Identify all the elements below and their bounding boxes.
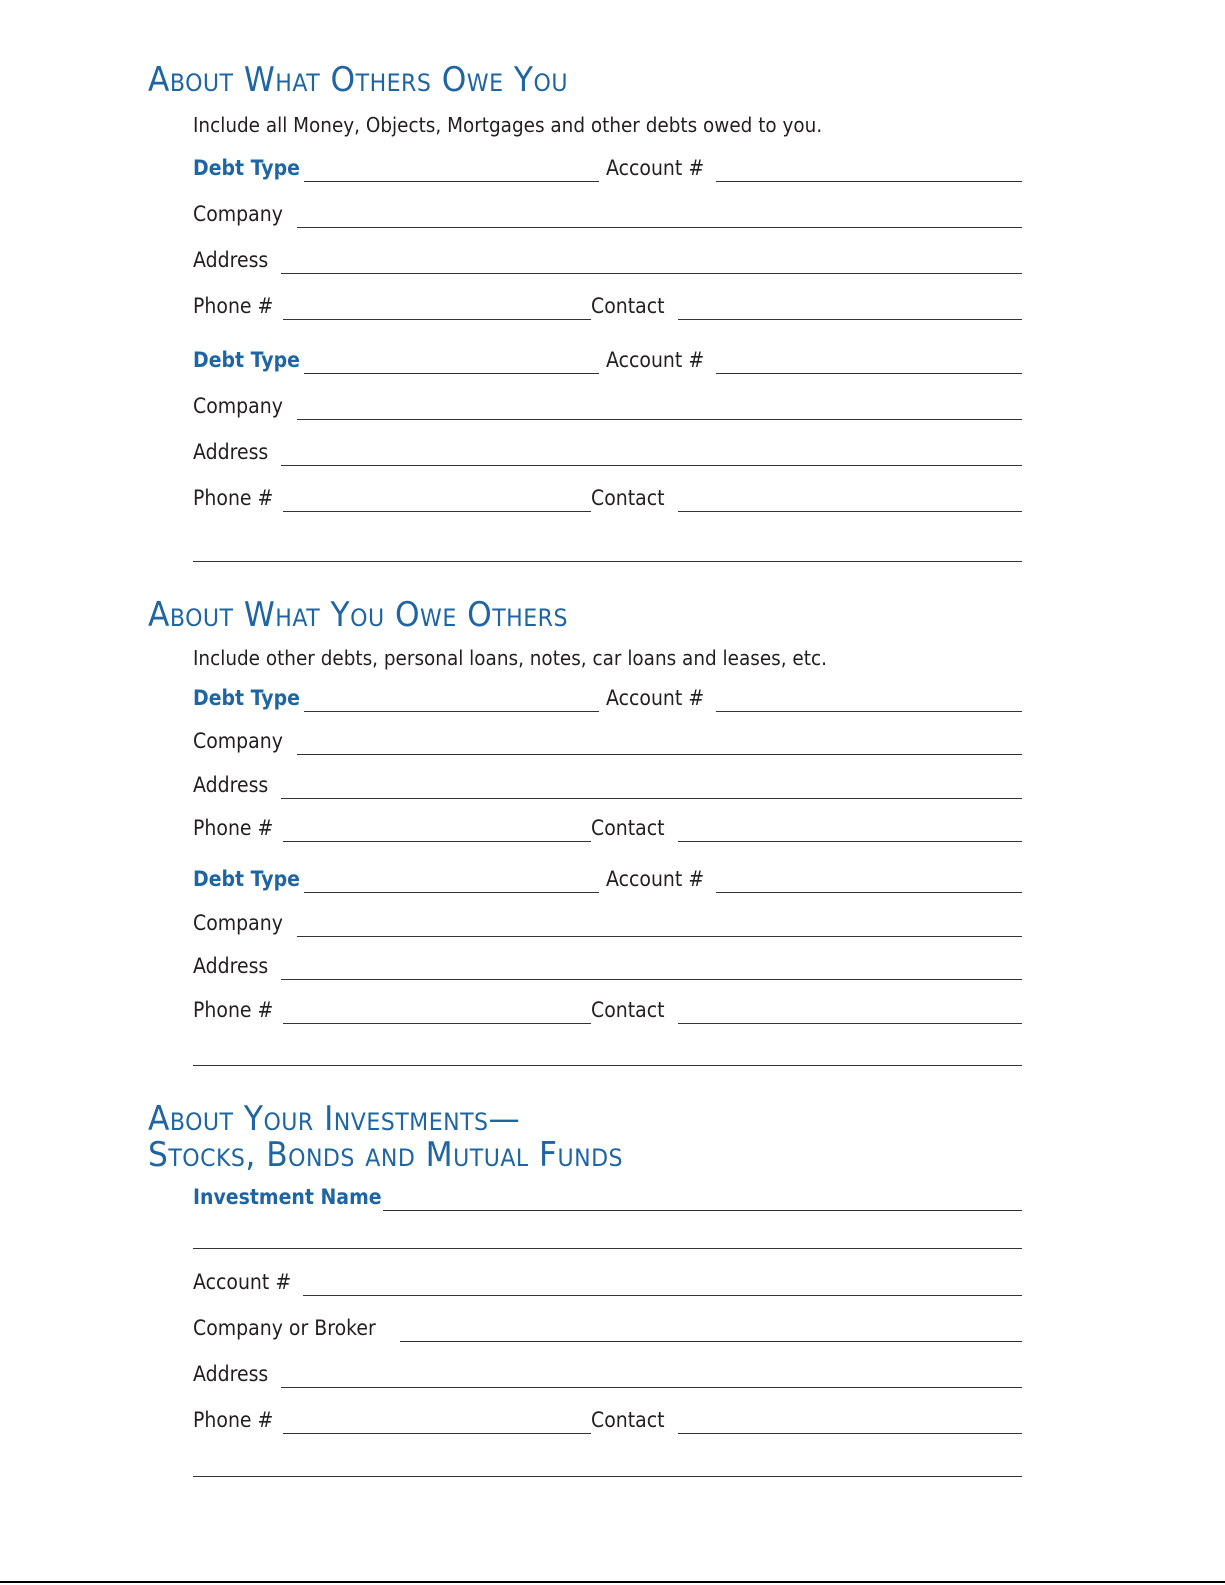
company-label: Company [193, 911, 283, 935]
account-label: Account # [606, 686, 705, 710]
company-row [193, 394, 1022, 422]
debt-type-label: Debt Type [193, 867, 300, 891]
address-field[interactable] [281, 1387, 1022, 1388]
account-field[interactable] [716, 181, 1022, 182]
extra-line-field[interactable] [193, 1065, 1022, 1066]
debt-type-row [193, 686, 1022, 714]
account-label: Account # [606, 156, 705, 180]
contact-field[interactable] [678, 841, 1022, 842]
address-field[interactable] [281, 798, 1022, 799]
section-title-others-owe-you: About What Others Owe You [148, 60, 568, 100]
debt-type-label: Debt Type [193, 156, 300, 180]
contact-field[interactable] [678, 511, 1022, 512]
company-row [193, 729, 1022, 757]
account-label: Account # [193, 1270, 292, 1294]
debt-type-row [193, 156, 1022, 184]
contact-label: Contact [591, 486, 665, 510]
address-row [193, 1362, 1022, 1390]
section-title-investments-sub: Stocks, Bonds and Mutual Funds [148, 1135, 624, 1175]
company-field[interactable] [297, 754, 1022, 755]
company-field[interactable] [297, 419, 1022, 420]
phone-field[interactable] [283, 841, 591, 842]
phone-label: Phone # [193, 294, 274, 318]
company-row [193, 911, 1022, 939]
company-broker-field[interactable] [400, 1341, 1022, 1342]
company-row [193, 202, 1022, 230]
address-field[interactable] [281, 979, 1022, 980]
contact-label: Contact [591, 294, 665, 318]
phone-row [193, 486, 1022, 514]
company-label: Company [193, 202, 283, 226]
company-field[interactable] [297, 936, 1022, 937]
address-label: Address [193, 248, 269, 272]
account-field[interactable] [303, 1295, 1022, 1296]
account-row [193, 1270, 1022, 1298]
contact-field[interactable] [678, 319, 1022, 320]
debt-type-label: Debt Type [193, 686, 300, 710]
address-label: Address [193, 440, 269, 464]
phone-field[interactable] [283, 511, 591, 512]
contact-field[interactable] [678, 1433, 1022, 1434]
section-instruction: Include other debts, personal loans, notes, car loans and leases, etc. [193, 646, 827, 670]
account-label: Account # [606, 348, 705, 372]
debt-type-row [193, 867, 1022, 895]
phone-label: Phone # [193, 998, 274, 1022]
phone-row [193, 998, 1022, 1026]
phone-row [193, 294, 1022, 322]
contact-label: Contact [591, 1408, 665, 1432]
investment-name-field[interactable] [383, 1210, 1022, 1211]
page-bottom-edge [0, 1581, 1225, 1583]
extra-line-field[interactable] [193, 561, 1022, 562]
address-row [193, 954, 1022, 982]
account-label: Account # [606, 867, 705, 891]
phone-label: Phone # [193, 486, 274, 510]
phone-field[interactable] [283, 1023, 591, 1024]
contact-label: Contact [591, 816, 665, 840]
section-title-you-owe-others: About What You Owe Others [148, 595, 568, 635]
debt-type-field[interactable] [304, 181, 599, 182]
debt-type-field[interactable] [304, 711, 599, 712]
phone-label: Phone # [193, 1408, 274, 1432]
company-label: Company [193, 394, 283, 418]
address-row [193, 440, 1022, 468]
account-field[interactable] [716, 711, 1022, 712]
contact-field[interactable] [678, 1023, 1022, 1024]
company-broker-row [193, 1316, 1022, 1344]
phone-row [193, 816, 1022, 844]
contact-label: Contact [591, 998, 665, 1022]
account-field[interactable] [716, 892, 1022, 893]
address-field[interactable] [281, 273, 1022, 274]
section-title-investments: About Your Investments— [148, 1099, 521, 1139]
company-field[interactable] [297, 227, 1022, 228]
section-instruction: Include all Money, Objects, Mortgages and other debts owed to you. [193, 113, 823, 137]
phone-row [193, 1408, 1022, 1436]
company-label: Company [193, 729, 283, 753]
investment-name-label: Investment Name [193, 1185, 382, 1209]
account-field[interactable] [716, 373, 1022, 374]
address-label: Address [193, 773, 269, 797]
investment-name-field-line2[interactable] [193, 1248, 1022, 1249]
debt-type-field[interactable] [304, 892, 599, 893]
address-row [193, 248, 1022, 276]
address-field[interactable] [281, 465, 1022, 466]
extra-line-field[interactable] [193, 1476, 1022, 1477]
debt-type-field[interactable] [304, 373, 599, 374]
phone-label: Phone # [193, 816, 274, 840]
investment-name-row [193, 1185, 1022, 1213]
debt-type-row [193, 348, 1022, 376]
address-label: Address [193, 1362, 269, 1386]
debt-type-label: Debt Type [193, 348, 300, 372]
address-label: Address [193, 954, 269, 978]
phone-field[interactable] [283, 319, 591, 320]
address-row [193, 773, 1022, 801]
company-broker-label: Company or Broker [193, 1316, 376, 1340]
phone-field[interactable] [283, 1433, 591, 1434]
